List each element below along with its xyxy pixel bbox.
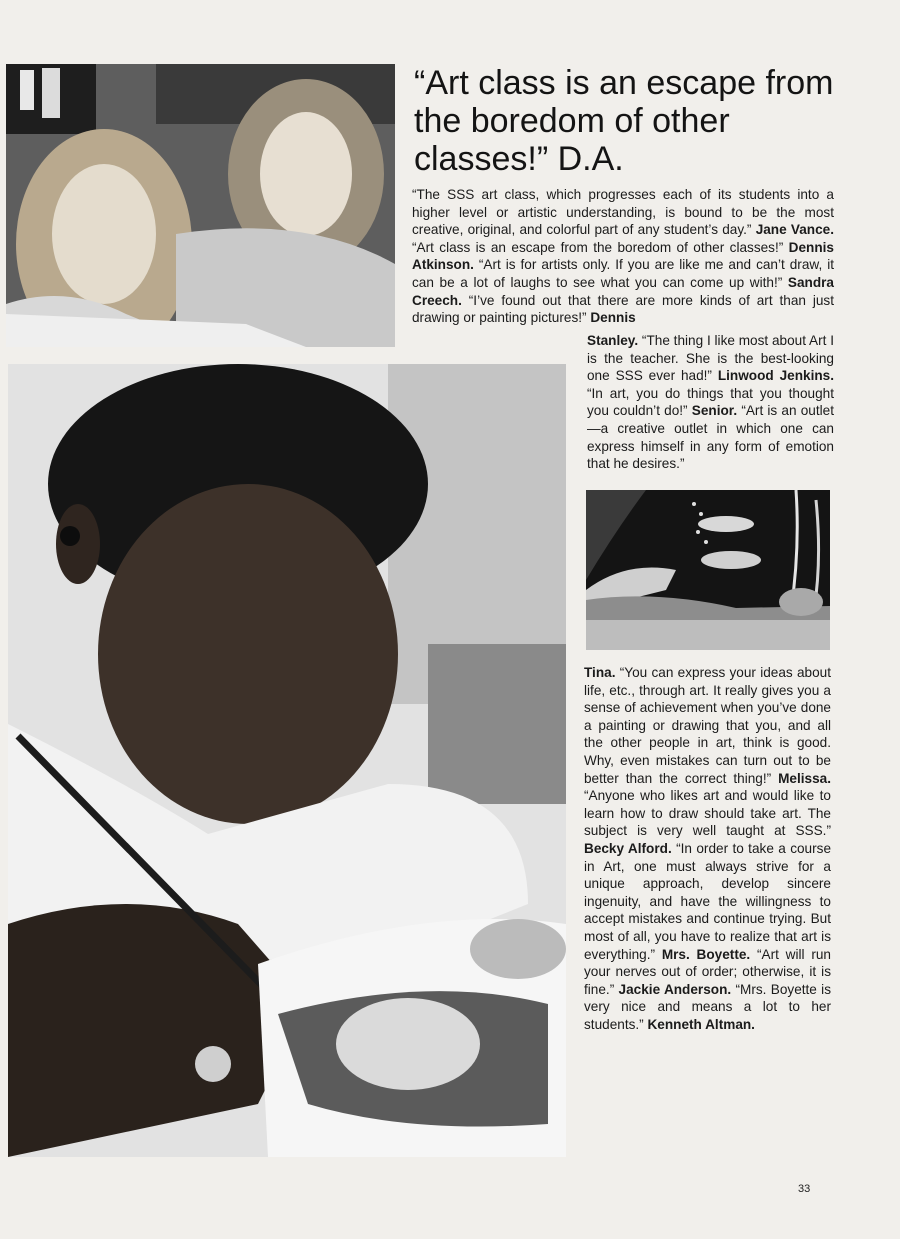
quotes-block-2 [587, 332, 834, 473]
quote-text: “Art is an outlet—a creative outlet in which one can express himself in any form of emotion that he desires.” [587, 403, 834, 472]
speaker-name: Tina. [584, 665, 616, 680]
headline: “Art class is an escape from the boredom of other classes!” D.A. [414, 64, 834, 178]
speaker-name: Kenneth Altman. [647, 1016, 755, 1032]
quote-text: “You can express your ideas about life, etc., through art. It really gives you a sense of achievement when you’ve done a painting or drawing that you, and all the other people in art, think is good. Why, even mistakes can turn out to be better than the correct thing!” [584, 665, 831, 786]
speaker-name: Dennis [590, 310, 636, 326]
photo-fish-artwork [586, 490, 830, 650]
quote-text: “The thing I like most about Art I is the teacher. She is the best-looking one SSS ever had!” [587, 333, 834, 384]
quote-text: “Art will run your nerves out of order; otherwise, it is fine.” [584, 946, 831, 997]
speaker-name: Jackie Anderson. [618, 981, 732, 997]
speaker-name: Stanley. [587, 333, 639, 348]
page-number: 33 [798, 1183, 811, 1195]
quotes-block-3 [584, 664, 831, 1033]
speaker-name: Sandra Creech. [412, 274, 834, 308]
quote-text: “The SSS art class, which progresses each of its students into a higher level or artistic understanding, is bound to be the most creative, original, and colorful part of any student’s day.” [412, 187, 834, 238]
quote-text: “I’ve found out that there are more kinds of art than just drawing or painting pictures!” [412, 292, 834, 326]
speaker-name: Becky Alford. [584, 840, 672, 856]
photo-two-students [6, 64, 395, 347]
quote-text: “Anyone who likes art and would like to learn how to draw should take art. The subject is very well taught at SSS.” [584, 788, 831, 839]
quote-text: “Art is for artists only. If you are like me and can’t draw, it can be a lot of laughs to see what you can come up with!” [412, 257, 834, 290]
speaker-name: Senior. [691, 403, 738, 419]
speaker-name: Linwood Jenkins. [717, 368, 834, 384]
speaker-name: Melissa. [778, 770, 831, 786]
quotes-block-1 [412, 186, 834, 327]
speaker-name: Jane Vance. [755, 222, 834, 238]
quote-text: “In order to take a course in Art, one must always strive for a unique approach, develop sincere ingenuity, and have the willingness to accept mistakes and continue trying. But most of all, you have to realize that art is everything.” [584, 840, 832, 962]
quote-text: “Art class is an escape from the boredom of other classes!” [412, 239, 789, 255]
quote-text: “In art, you do things that you thought you couldn’t do!” [587, 385, 834, 419]
speaker-name: Dennis Atkinson. [412, 239, 834, 273]
speaker-name: Mrs. Boyette. [661, 946, 751, 962]
quote-text: “Mrs. Boyette is very nice and means a lot to her students.” [584, 981, 831, 1032]
photo-student-painting [8, 364, 566, 1157]
